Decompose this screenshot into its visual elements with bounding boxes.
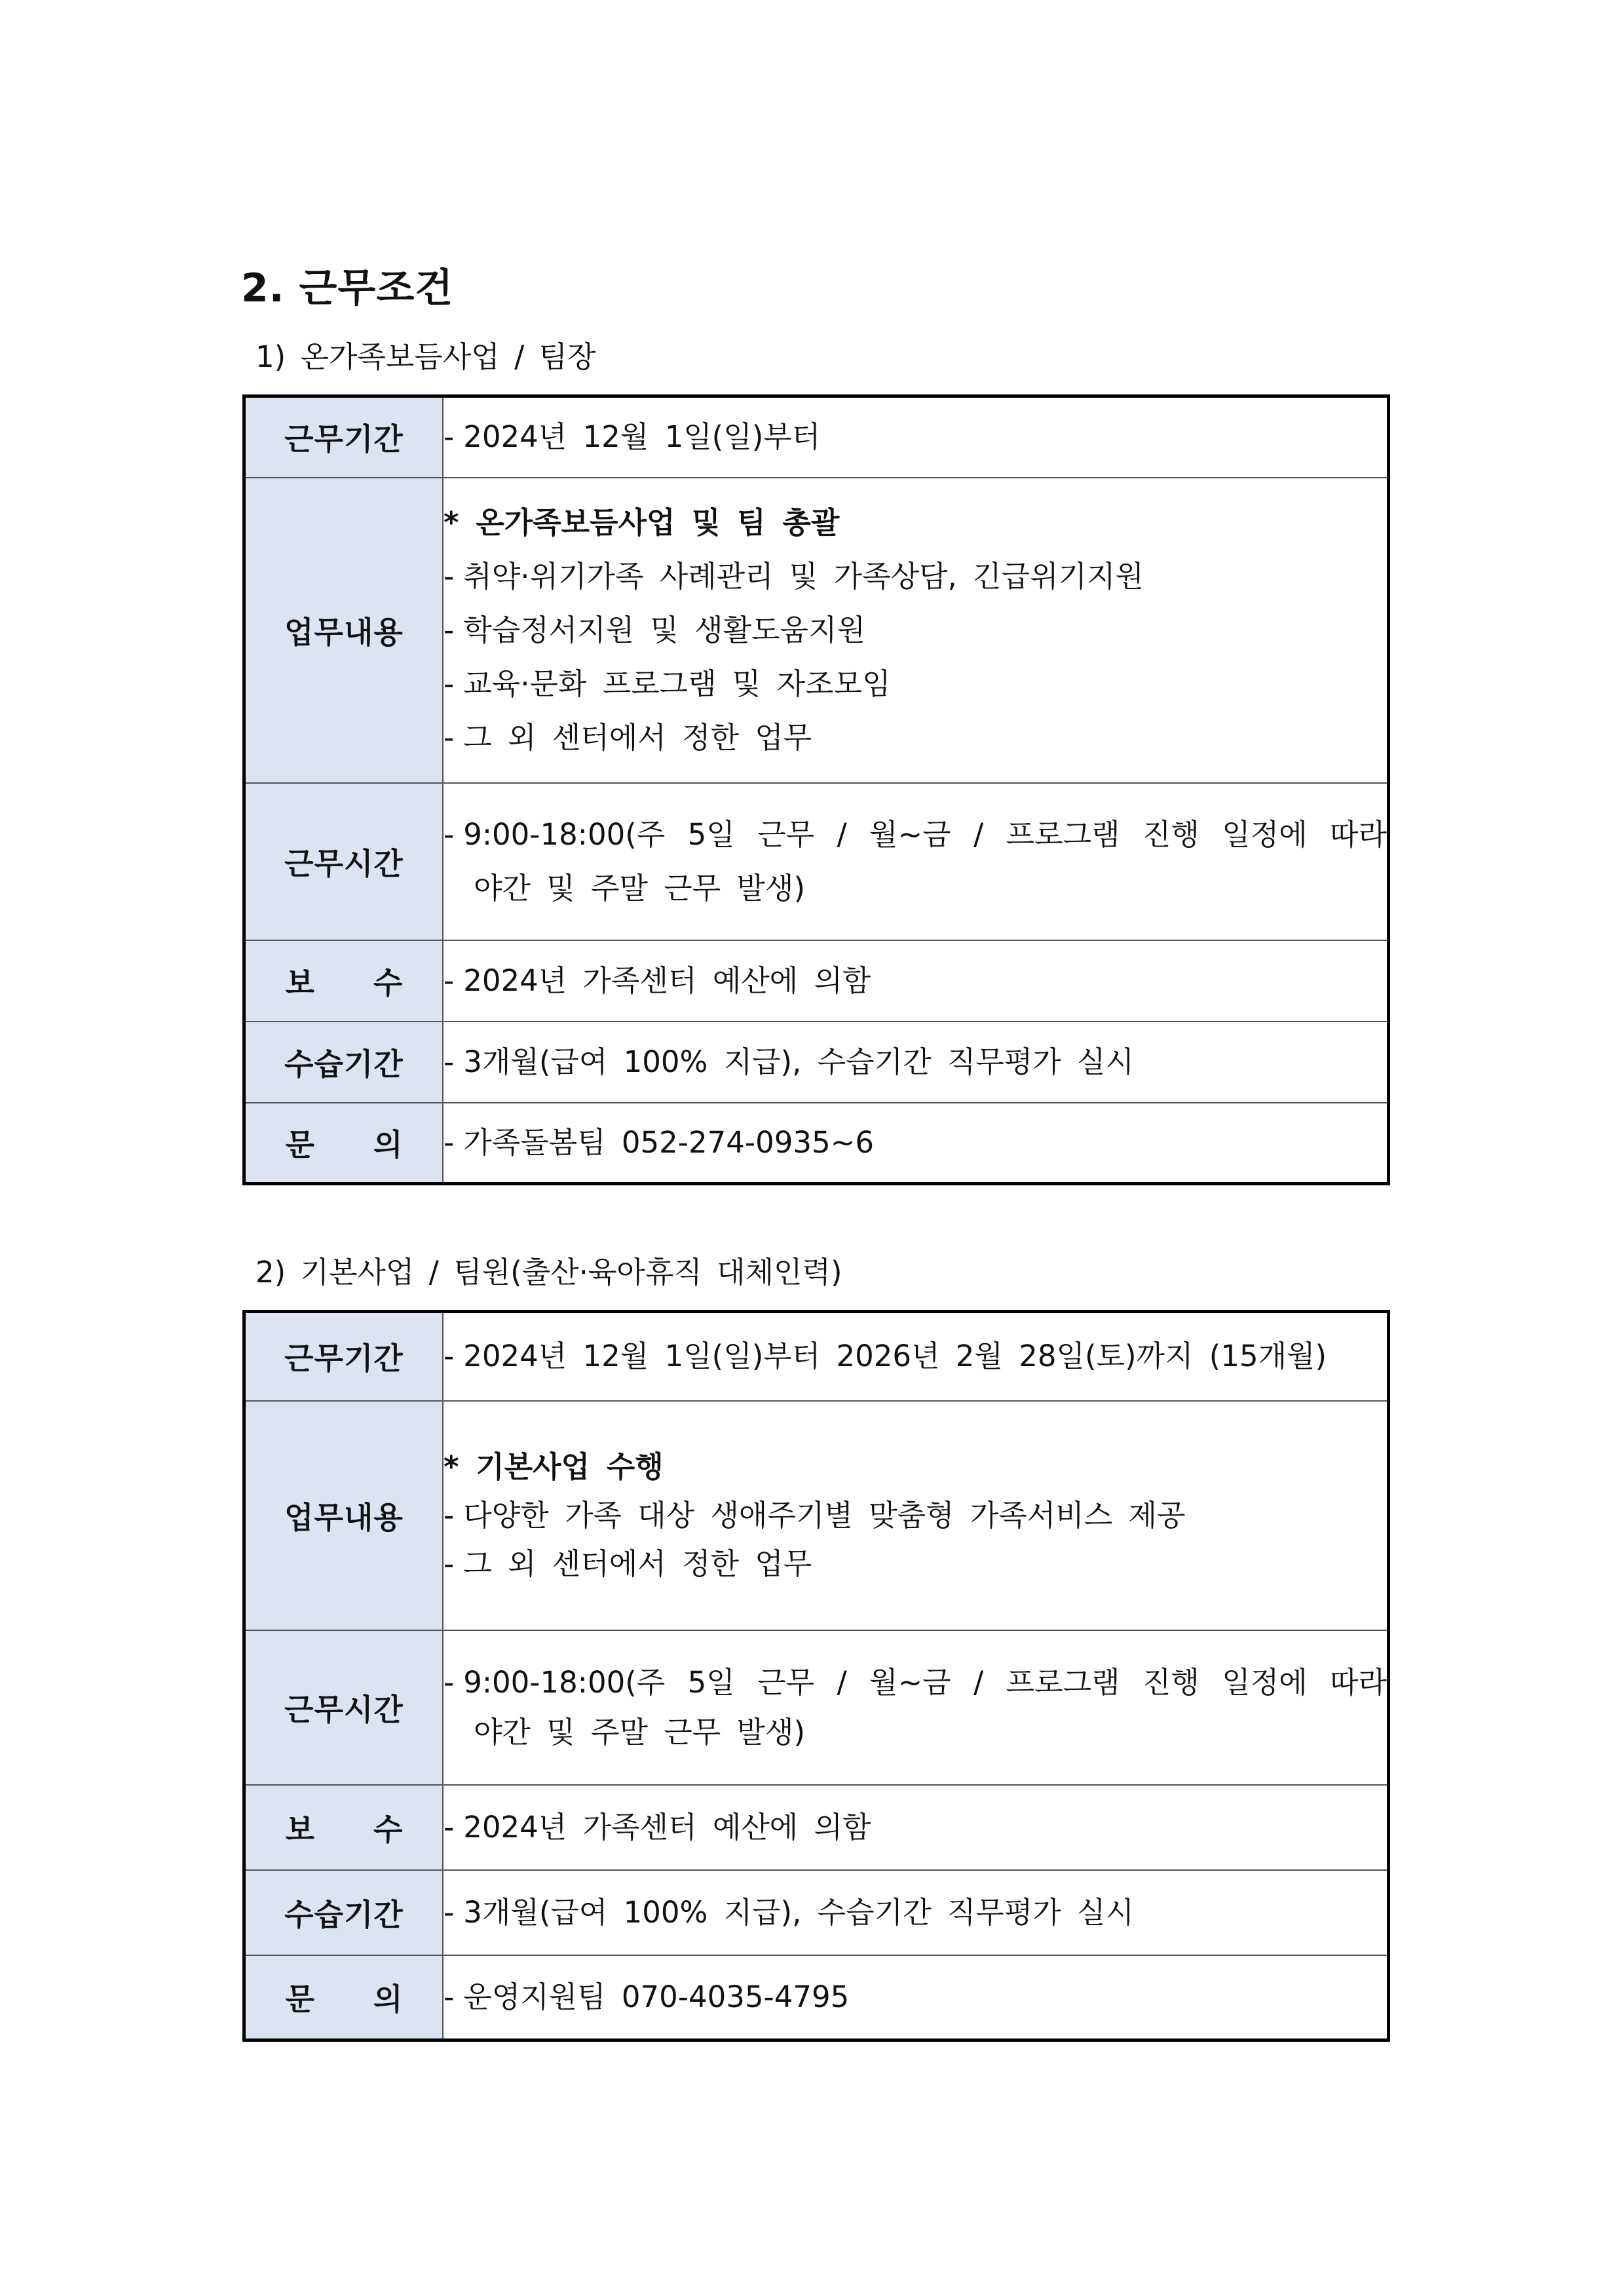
label-pay: 보 수 [244, 940, 444, 1022]
table-row-inquiry [244, 1103, 1389, 1184]
table-row-period [244, 396, 1389, 478]
value-duties [443, 1401, 1389, 1630]
pay-text: 2024년 가족센터 예산에 의함 [463, 963, 871, 998]
inquiry-text: 가족돌봄팀 052-274-0935~6 [463, 1124, 875, 1160]
label-duties: 업무내용 [244, 1401, 444, 1630]
value-hours [443, 783, 1389, 940]
table-row-pay [244, 1785, 1389, 1870]
label-probation: 수습기간 [244, 1022, 444, 1103]
conditions-table-2 [242, 1310, 1390, 2042]
duties-header: * 기본사업 수행 [444, 1449, 664, 1484]
value-pay: - 2024년 가족센터 예산에 의함 [443, 940, 1389, 1022]
value-pay: - 2024년 가족센터 예산에 의함 [443, 1785, 1389, 1870]
pay-text: 2024년 가족센터 예산에 의함 [463, 1809, 871, 1845]
inquiry-text: 운영지원팀 070-4035-4795 [463, 1979, 850, 2014]
probation-text: 3개월(급여 100% 지급), 수습기간 직무평가 실시 [463, 1894, 1134, 1930]
probation-text: 3개월(급여 100% 지급), 수습기간 직무평가 실시 [463, 1044, 1134, 1079]
label-probation: 수습기간 [244, 1870, 444, 1955]
value-duties [443, 478, 1389, 783]
value-inquiry: - 운영지원팀 070-4035-4795 [443, 1955, 1389, 2040]
table-row-duties [244, 478, 1389, 783]
label-hours: 근무시간 [244, 783, 444, 940]
label-hours: 근무시간 [244, 1630, 444, 1785]
conditions-table-1 [242, 394, 1390, 1185]
hours-line-1: - 9:00-18:00(주 5일 근무 / 월~금 / 프로그램 진행 일정에 따라 [444, 1664, 1387, 1700]
list-item: - 취약·위기가족 사례관리 및 가족상담, 긴급위기지원 [444, 558, 1144, 594]
value-hours [443, 1630, 1389, 1785]
table-row-probation [244, 1022, 1389, 1103]
period-text: 2024년 12월 1일(일)부터 [463, 419, 821, 455]
label-inquiry: 문 의 [244, 1955, 444, 2040]
subsection-title-1: 1) 온가족보듬사업 / 팀장 [255, 339, 596, 374]
value-probation: - 3개월(급여 100% 지급), 수습기간 직무평가 실시 [443, 1870, 1389, 1955]
subsection-title-2: 2) 기본사업 / 팀원(출산·육아휴직 대체인력) [255, 1255, 842, 1290]
value-probation: - 3개월(급여 100% 지급), 수습기간 직무평가 실시 [443, 1022, 1389, 1103]
value-inquiry: - 가족돌봄팀 052-274-0935~6 [443, 1103, 1389, 1184]
list-item: - 그 외 센터에서 정한 업무 [444, 1546, 812, 1581]
section-heading: 2. 근무조건 [241, 265, 454, 311]
hours-line-2: 야간 및 주말 근무 발생) [474, 1714, 806, 1750]
label-period: 근무기간 [244, 1312, 444, 1401]
table-row-inquiry [244, 1955, 1389, 2040]
label-pay: 보 수 [244, 1785, 444, 1870]
table-row-duties [244, 1401, 1389, 1630]
table-row-hours [244, 783, 1389, 940]
list-item: - 다양한 가족 대상 생애주기별 맞춤형 가족서비스 제공 [444, 1497, 1186, 1533]
value-period: - 2024년 12월 1일(일)부터 [443, 396, 1389, 478]
value-period: - 2024년 12월 1일(일)부터 2026년 2월 28일(토)까지 (15개월) [443, 1312, 1389, 1401]
table-row-period [244, 1312, 1389, 1401]
hours-line-1: - 9:00-18:00(주 5일 근무 / 월~금 / 프로그램 진행 일정에 따라 [444, 816, 1387, 852]
list-item: - 교육·문화 프로그램 및 자조모임 [444, 666, 891, 701]
table-row-pay [244, 940, 1389, 1022]
label-duties: 업무내용 [244, 478, 444, 783]
label-period: 근무기간 [244, 396, 444, 478]
table-row-probation [244, 1870, 1389, 1955]
list-item: - 그 외 센터에서 정한 업무 [444, 719, 812, 755]
duties-header: * 온가족보듬사업 및 팀 총괄 [444, 505, 840, 540]
table-row-hours [244, 1630, 1389, 1785]
list-item: - 학습정서지원 및 생활도움지원 [444, 612, 865, 647]
period-text: 2024년 12월 1일(일)부터 2026년 2월 28일(토)까지 (15개월) [463, 1339, 1327, 1374]
hours-line-2: 야간 및 주말 근무 발생) [474, 870, 806, 906]
label-inquiry: 문 의 [244, 1103, 444, 1184]
